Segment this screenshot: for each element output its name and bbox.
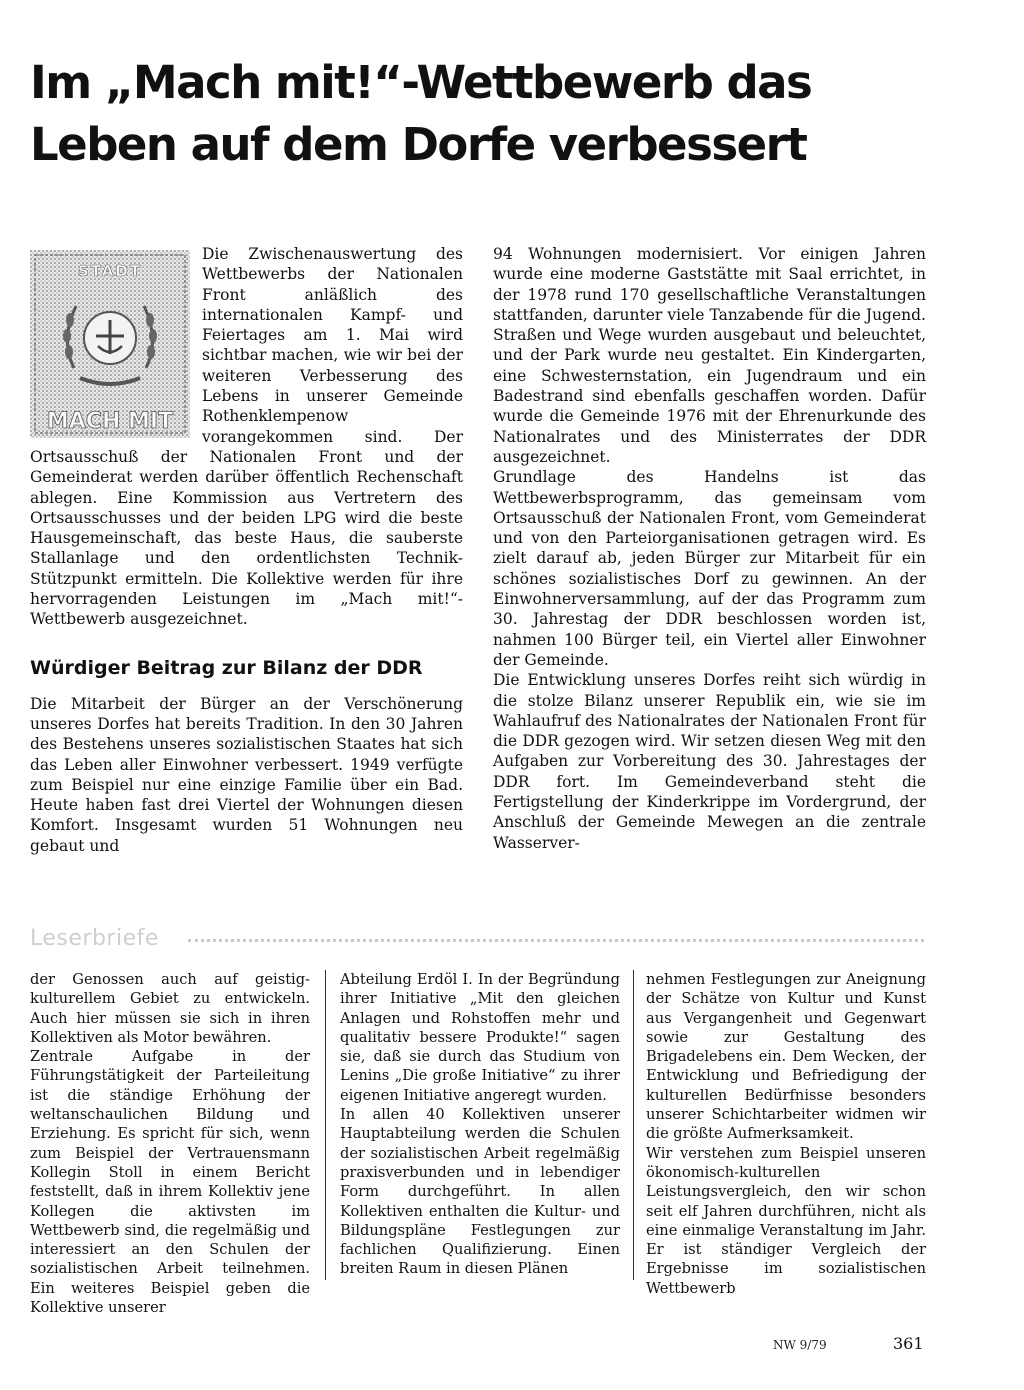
mach-mit-emblem-graphic: [30, 250, 190, 438]
letters-column-3: [646, 970, 926, 1298]
letters-col3-paragraph-2: Wir verstehen zum Beispiel unseren ökonomisch-kulturellen Leistungsvergleich, den wir schon seit elf Jahren durchführen, nicht als eine einmalige Veranstaltung im Jahr. Er ist ständiger Vergleich der Ergebnisse im sozialistischen Wettbewerb: [646, 1144, 926, 1297]
left-paragraph-1: Die Zwischenauswertung des Wettbewerbs der Nationalen Front anläßlich des internationalen Kampf- und Feiertages am 1. Mai wird sichtbar machen, wie wir bei der weiteren Verbesserung des Lebens in unserer Gemeinde Rothenklempenow vorangekommen sind. Der Ortsausschuß der Nationalen Front und der Gemeinderat werden darüber öffentlich Rechenschaft ablegen. Eine Kommission aus Vertretern des Ortsausschusses und der beiden LPG wird die beste Hausgemeinschaft, das beste Haus, die sauberste Stallanlage und den ordentlichsten Technik-Stützpunkt ermitteln. Die Kollektive werden für ihre hervorragenden Leistungen im „Mach mit!“-Wettbewerb ausgezeichnet.: [30, 245, 463, 629]
emblem-label: MACH MIT: [46, 409, 174, 434]
svg-text:STADT: STADT: [77, 262, 143, 280]
article-left-column: [30, 244, 463, 856]
column-separator: [325, 970, 326, 1280]
letters-col2-paragraph-1: Abteilung Erdöl I. In der Begründung ihrer Initiative „Mit den gleichen Anlagen und Rohstoffen mehr und qualitativ bessere Produkte!“ sagen sie, daß sie durch das Studium von Lenins „Die große Initiative“ zu ihrer eigenen Initiative angeregt wurden.: [340, 971, 620, 1104]
column-separator: [633, 970, 634, 1280]
right-paragraph-1: 94 Wohnungen modernisiert. Vor einigen Jahren wurde eine moderne Gaststätte mit Saal errichtet, in der 1978 rund 170 gesellschaftliche Veranstaltungen stattfanden, darunter viele Tanzabende für die Jugend. Straßen und Wege wurden ausgebaut und beleuchtet, und der Park wurde neu gestaltet. Ein Kindergarten, eine Schwesternstation, ein Jugendraum und ein Badestrand sind ebenfalls geschaffen worden. Dafür wurde die Gemeinde 1976 mit der Ehrenurkunde des Nationalrates und des Ministerrates der DDR ausgezeichnet.: [493, 245, 926, 466]
letters-col1-paragraph-2: Zentrale Aufgabe in der Führungstätigkeit der Parteileitung ist die ständige Erhöhung der weltanschaulichen Bildung und Erziehung. Es spricht für sich, wenn zum Beispiel der Vertrauensmann Kollegin Stoll in einem Bericht feststellt, daß in ihrem Kollektiv jene Kollegen die aktivsten im Wettbewerb sind, die regelmäßig und interessiert an den Schulen der sozialistischen Arbeit teilnehmen. Ein weiteres Beispiel geben die Kollektive unserer: [30, 1048, 310, 1317]
article-right-column: [493, 244, 926, 853]
letters-col1-paragraph-1: der Genossen auch auf geistig-kulturellem Gebiet zu entwickeln. Auch hier müssen sie sich in ihren Kollektiven als Motor bewähren.: [30, 971, 310, 1046]
issue-reference: NW 9/79: [773, 1338, 827, 1352]
leserbriefe-section-header: [30, 926, 924, 954]
right-paragraph-3: Die Entwicklung unseres Dorfes reiht sich würdig in die stolze Bilanz unserer Republik ein, wie sie im Wahlaufruf des Nationalrates der Nationalen Front für die DDR gezogen wird. Wir setzen diesen Weg mit den Aufgaben zur Vorbereitung des 30. Jahrestages der DDR fort. Im Gemeindeverband steht die Fertigstellung der Kinderkrippe im Vordergrund, der Anschluß der Gemeinde Mewegen an die zentrale Wasserver-: [493, 671, 926, 852]
leserbriefe-label: Leserbriefe: [30, 926, 159, 951]
mach-mit-emblem: [30, 250, 190, 438]
article-headline: Im „Mach mit!“-Wettbewerb das Leben auf dem Dorfe verbessert: [30, 56, 812, 171]
page-number: 361: [893, 1334, 924, 1353]
leserbriefe-divider: [188, 939, 924, 942]
letters-col2-paragraph-2: In allen 40 Kollektiven unserer Hauptabteilung werden die Schulen der sozialistischen Arbeit regelmäßig praxisverbunden und in lebendiger Form durchgeführt. In allen Kollektiven enthalten die Kultur- und Bildungspläne Festlegungen zur fachlichen Qualifizierung. Einen breiten Raum in diesen Plänen: [340, 1106, 620, 1278]
letters-col3-paragraph-1: nehmen Festlegungen zur Aneignung der Schätze von Kultur und Kunst aus Vergangenheit und Gegenwart sowie zur Gestaltung des Brigadelebens ein. Dem Wecken, der Entwicklung und Befriedigung der kulturellen Bedürfnisse besonders unserer Schichtarbeiter widmen wir die größte Aufmerksamkeit.: [646, 971, 926, 1143]
left-paragraph-2: Die Mitarbeit der Bürger an der Verschönerung unseres Dorfes hat bereits Tradition. In den 30 Jahren des Bestehens unseres sozialistischen Staates hat sich das Leben aller Einwohner verbessert. 1949 verfügte zum Beispiel nur eine einzige Familie über ein Bad. Heute haben fast drei Viertel der Wohnungen diesen Komfort. Insgesamt wurden 51 Wohnungen neu gebaut und: [30, 694, 463, 855]
right-paragraph-2: Grundlage des Handelns ist das Wettbewerbsprogramm, das gemeinsam vom Ortsausschuß der Nationalen Front, vom Gemeinderat und von den Parteiorganisationen getragen wird. Es zielt darauf ab, jeden Bürger zur Mitarbeit für ein schönes sozialistisches Dorf zu gewinnen. An der Einwohnerversammlung, auf der das Programm zum 30. Jahrestag der DDR beschlossen worden ist, nahmen 100 Bürger teil, ein Viertel aller Einwohner der Gemeinde.: [493, 468, 926, 669]
section-subheading: Würdiger Beitrag zur Bilanz der DDR: [30, 656, 423, 679]
letters-column-2: [340, 970, 620, 1279]
letters-column-1: [30, 970, 310, 1317]
